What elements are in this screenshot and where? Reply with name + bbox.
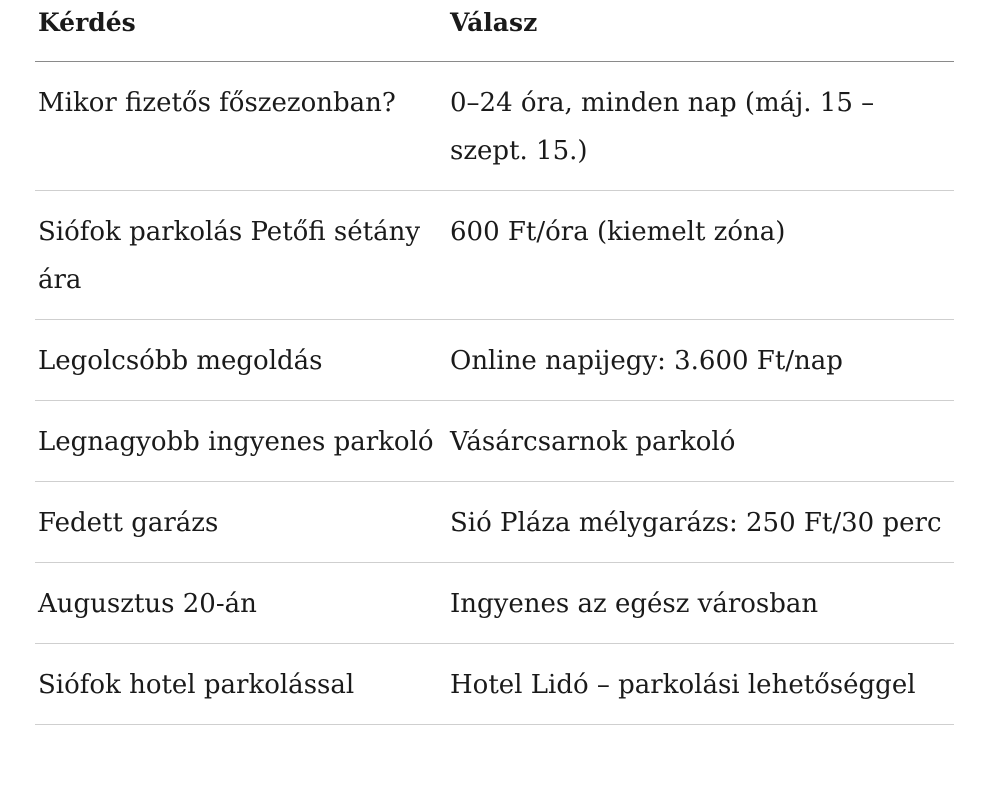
- header-answer: Válasz: [447, 0, 954, 62]
- question-cell: Legolcsóbb megoldás: [35, 320, 447, 401]
- question-cell: Fedett garázs: [35, 482, 447, 563]
- answer-cell: 0–24 óra, minden nap (máj. 15 – szept. 15.): [447, 62, 954, 191]
- faq-table: [35, 0, 954, 725]
- answer-cell: Hotel Lidó – parkolási lehetőséggel: [447, 644, 954, 725]
- question-cell: Augusztus 20-án: [35, 563, 447, 644]
- faq-table-container: [35, 0, 954, 725]
- table-row: [35, 482, 954, 563]
- table-row: [35, 563, 954, 644]
- table-header-row: [35, 0, 954, 62]
- question-cell: Legnagyobb ingyenes parkoló: [35, 401, 447, 482]
- question-cell: Siófok hotel parkolással: [35, 644, 447, 725]
- question-cell: Mikor fizetős főszezonban?: [35, 62, 447, 191]
- answer-cell: Ingyenes az egész városban: [447, 563, 954, 644]
- answer-cell: Sió Pláza mélygarázs: 250 Ft/30 perc: [447, 482, 954, 563]
- answer-cell: 600 Ft/óra (kiemelt zóna): [447, 191, 954, 320]
- table-row: [35, 191, 954, 320]
- table-row: [35, 62, 954, 191]
- header-question: Kérdés: [35, 0, 447, 62]
- table-row: [35, 401, 954, 482]
- table-row: [35, 320, 954, 401]
- table-row: [35, 644, 954, 725]
- answer-cell: Online napijegy: 3.600 Ft/nap: [447, 320, 954, 401]
- answer-cell: Vásárcsarnok parkoló: [447, 401, 954, 482]
- question-cell: Siófok parkolás Petőfi sétány ára: [35, 191, 447, 320]
